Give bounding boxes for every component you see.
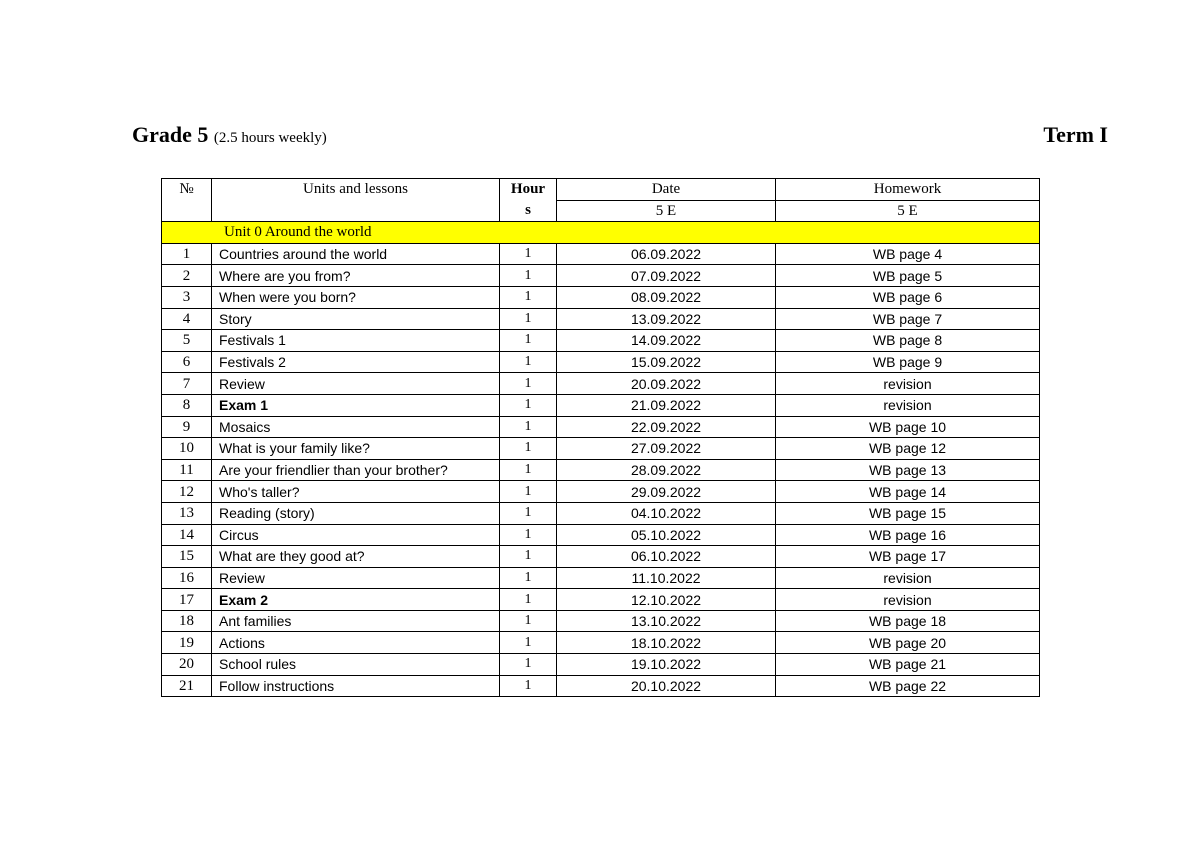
lesson-date: 18.10.2022	[557, 632, 776, 654]
lesson-number: 11	[162, 459, 212, 481]
table-row	[162, 589, 1040, 611]
lesson-date: 12.10.2022	[557, 589, 776, 611]
term-label: Term I	[1043, 122, 1108, 147]
lesson-hours: 1	[500, 481, 557, 503]
lesson-number: 6	[162, 351, 212, 373]
lesson-number: 14	[162, 524, 212, 546]
lesson-date: 11.10.2022	[557, 567, 776, 589]
table-row	[162, 459, 1040, 481]
lesson-hours: 1	[500, 286, 557, 308]
lesson-hours: 1	[500, 265, 557, 287]
lesson-homework: WB page 6	[776, 286, 1040, 308]
lesson-number: 1	[162, 243, 212, 265]
lesson-title: Story	[212, 308, 500, 330]
lesson-homework: revision	[776, 394, 1040, 416]
lesson-homework: WB page 4	[776, 243, 1040, 265]
table-row	[162, 481, 1040, 503]
lesson-title: Circus	[212, 524, 500, 546]
table-row	[162, 654, 1040, 676]
header-date-class: 5 E	[557, 200, 776, 222]
header-homework: Homework	[776, 179, 1040, 201]
lesson-homework: WB page 12	[776, 438, 1040, 460]
lesson-schedule-table	[161, 178, 1040, 697]
table-row	[162, 265, 1040, 287]
lesson-title: Follow instructions	[212, 675, 500, 697]
lesson-homework: WB page 13	[776, 459, 1040, 481]
lesson-number: 7	[162, 373, 212, 395]
table-row	[162, 416, 1040, 438]
lesson-number: 12	[162, 481, 212, 503]
table-row	[162, 394, 1040, 416]
table-row	[162, 632, 1040, 654]
lesson-hours: 1	[500, 524, 557, 546]
lesson-homework: WB page 5	[776, 265, 1040, 287]
lesson-number: 15	[162, 546, 212, 568]
table-header-row	[162, 179, 1040, 201]
lesson-number: 8	[162, 394, 212, 416]
lesson-title: Exam 1	[212, 394, 500, 416]
lesson-title: When were you born?	[212, 286, 500, 308]
lesson-title: Reading (story)	[212, 502, 500, 524]
lesson-homework: WB page 9	[776, 351, 1040, 373]
lesson-date: 08.09.2022	[557, 286, 776, 308]
lesson-title: Ant families	[212, 610, 500, 632]
lesson-homework: WB page 16	[776, 524, 1040, 546]
header-homework-class: 5 E	[776, 200, 1040, 222]
lesson-title: Review	[212, 373, 500, 395]
lesson-number: 17	[162, 589, 212, 611]
lesson-homework: revision	[776, 567, 1040, 589]
header-date: Date	[557, 179, 776, 201]
lesson-hours: 1	[500, 330, 557, 352]
unit-row	[162, 222, 1040, 244]
lesson-title: What is your family like?	[212, 438, 500, 460]
lesson-homework: revision	[776, 589, 1040, 611]
lesson-number: 2	[162, 265, 212, 287]
lesson-title: Who's taller?	[212, 481, 500, 503]
table-row	[162, 524, 1040, 546]
lesson-date: 07.09.2022	[557, 265, 776, 287]
lesson-date: 19.10.2022	[557, 654, 776, 676]
lesson-title: What are they good at?	[212, 546, 500, 568]
lesson-number: 16	[162, 567, 212, 589]
lesson-homework: WB page 21	[776, 654, 1040, 676]
lesson-date: 28.09.2022	[557, 459, 776, 481]
lesson-date: 13.09.2022	[557, 308, 776, 330]
lesson-homework: WB page 8	[776, 330, 1040, 352]
table-row	[162, 308, 1040, 330]
lesson-title: Are your friendlier than your brother?	[212, 459, 500, 481]
lesson-hours: 1	[500, 632, 557, 654]
lesson-date: 04.10.2022	[557, 502, 776, 524]
lesson-date: 22.09.2022	[557, 416, 776, 438]
lesson-title: Review	[212, 567, 500, 589]
lesson-homework: WB page 17	[776, 546, 1040, 568]
lesson-homework: WB page 10	[776, 416, 1040, 438]
lesson-date: 06.09.2022	[557, 243, 776, 265]
header-hours	[500, 179, 557, 222]
lesson-hours: 1	[500, 416, 557, 438]
header-hours-line2: s	[525, 202, 531, 218]
grade-title	[132, 122, 327, 148]
lesson-title: Festivals 1	[212, 330, 500, 352]
lesson-homework: WB page 18	[776, 610, 1040, 632]
lesson-number: 10	[162, 438, 212, 460]
lesson-title: Actions	[212, 632, 500, 654]
lesson-hours: 1	[500, 459, 557, 481]
lesson-hours: 1	[500, 243, 557, 265]
lesson-date: 20.09.2022	[557, 373, 776, 395]
lesson-number: 5	[162, 330, 212, 352]
lesson-hours: 1	[500, 589, 557, 611]
lesson-number: 9	[162, 416, 212, 438]
lesson-homework: WB page 7	[776, 308, 1040, 330]
lesson-date: 14.09.2022	[557, 330, 776, 352]
lesson-hours: 1	[500, 675, 557, 697]
header-hours-line1: Hour	[510, 181, 546, 197]
lesson-hours: 1	[500, 394, 557, 416]
table-row	[162, 243, 1040, 265]
lesson-hours: 1	[500, 502, 557, 524]
table-row	[162, 546, 1040, 568]
lesson-number: 21	[162, 675, 212, 697]
table-row	[162, 675, 1040, 697]
table-row	[162, 567, 1040, 589]
grade-label: Grade 5	[132, 122, 209, 147]
lesson-homework: WB page 20	[776, 632, 1040, 654]
lesson-homework: WB page 14	[776, 481, 1040, 503]
lesson-date: 27.09.2022	[557, 438, 776, 460]
lesson-number: 20	[162, 654, 212, 676]
header-number: №	[162, 179, 212, 222]
lesson-hours: 1	[500, 567, 557, 589]
table-row	[162, 610, 1040, 632]
lesson-number: 13	[162, 502, 212, 524]
page-heading	[132, 122, 1108, 152]
lesson-hours: 1	[500, 438, 557, 460]
lesson-hours: 1	[500, 308, 557, 330]
lesson-title: School rules	[212, 654, 500, 676]
lesson-homework: WB page 15	[776, 502, 1040, 524]
lesson-title: Countries around the world	[212, 243, 500, 265]
lesson-title: Festivals 2	[212, 351, 500, 373]
lesson-number: 3	[162, 286, 212, 308]
hours-note: (2.5 hours weekly)	[213, 130, 327, 146]
table-row	[162, 502, 1040, 524]
header-units-lessons: Units and lessons	[212, 179, 500, 222]
lesson-date: 20.10.2022	[557, 675, 776, 697]
lesson-number: 4	[162, 308, 212, 330]
lesson-title: Exam 2	[212, 589, 500, 611]
table-row	[162, 330, 1040, 352]
table-row	[162, 286, 1040, 308]
table-row	[162, 438, 1040, 460]
lesson-homework: WB page 22	[776, 675, 1040, 697]
lesson-homework: revision	[776, 373, 1040, 395]
lesson-date: 15.09.2022	[557, 351, 776, 373]
lesson-date: 05.10.2022	[557, 524, 776, 546]
lesson-date: 06.10.2022	[557, 546, 776, 568]
lesson-hours: 1	[500, 610, 557, 632]
lesson-hours: 1	[500, 351, 557, 373]
lesson-date: 13.10.2022	[557, 610, 776, 632]
unit-title: Unit 0 Around the world	[162, 222, 1040, 244]
lesson-hours: 1	[500, 373, 557, 395]
table-row	[162, 351, 1040, 373]
lesson-date: 29.09.2022	[557, 481, 776, 503]
lesson-hours: 1	[500, 654, 557, 676]
lesson-hours: 1	[500, 546, 557, 568]
lesson-number: 19	[162, 632, 212, 654]
table-row	[162, 373, 1040, 395]
lesson-title: Where are you from?	[212, 265, 500, 287]
lesson-date: 21.09.2022	[557, 394, 776, 416]
lesson-title: Mosaics	[212, 416, 500, 438]
lesson-number: 18	[162, 610, 212, 632]
